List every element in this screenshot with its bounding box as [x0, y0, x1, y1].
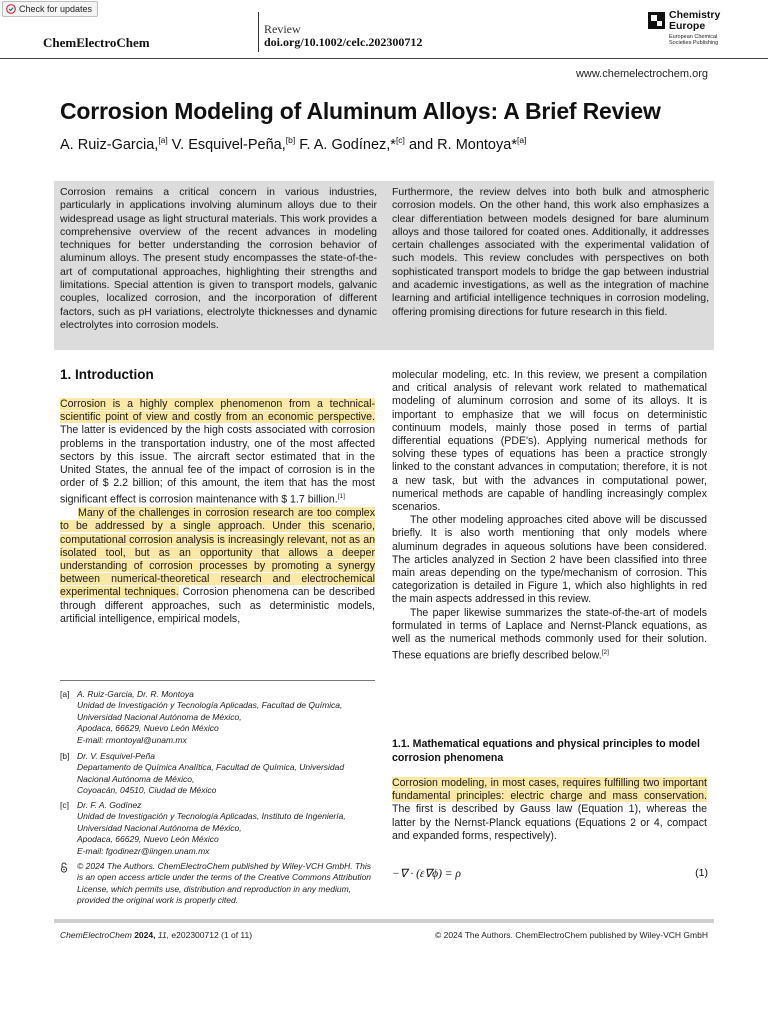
journal-website-link[interactable]: www.chemelectrochem.org — [575, 68, 708, 80]
footer-year: 2024, — [134, 930, 156, 940]
subsection-heading: 1.1. Mathematical equations and physical principles to model corrosion phenomena — [392, 738, 700, 764]
author-name: F. A. Godínez,* — [295, 136, 396, 153]
intro-paragraph-1 — [60, 398, 375, 507]
section-heading-introduction: 1. Introduction — [60, 367, 154, 382]
affiliation-tag: [b] — [60, 751, 70, 761]
publisher-subtitle — [669, 34, 718, 46]
author-affiliation-ref[interactable]: [c] — [395, 135, 405, 145]
check-for-updates-button[interactable] — [2, 1, 98, 17]
reference-link[interactable]: [2] — [601, 649, 609, 657]
reference-link[interactable]: [1] — [337, 493, 345, 501]
body-paragraph: molecular modeling, etc. In this review, we present a compilation and critical analysis of relevant work related to mathematical modeling of aluminum corrosion and some of its alloys. It is important to emphasize that we will focus on deterministic continuum models, mainly those posed in terms of partial differential equations (PDE's). Applying numerical methods for solving these types of equations has been a practice strongly linked to the constant advances in computation; therefore, it is not a new task, but with the advances in computational power, numerical methods are capable of handling increasingly complex scenarios. — [392, 369, 707, 514]
footer-copyright: © 2024 The Authors. ChemElectroChem published by Wiley-VCH GmbH — [434, 930, 708, 940]
affiliations-rule — [60, 680, 375, 681]
article-type: Review — [264, 22, 301, 36]
equation-number: (1) — [695, 867, 708, 879]
footer-journal: ChemElectroChem — [60, 930, 132, 940]
affiliation-line: Dr. F. A. Godínez — [77, 800, 142, 810]
right-body-column-lower — [392, 777, 707, 843]
author-affiliation-ref[interactable]: [a] — [158, 135, 168, 145]
publisher-sub-line: European Chemical — [669, 34, 718, 40]
header-divider — [258, 12, 259, 52]
author-affiliation-ref[interactable]: [b] — [285, 135, 296, 145]
author-affiliation-ref[interactable]: [a] — [516, 135, 527, 145]
footer-volume: 11, — [157, 930, 170, 940]
affiliation-line: Coyoacán, 04510, Ciudad de México — [77, 785, 217, 796]
check-updates-label: Check for updates — [19, 4, 93, 14]
open-access-license — [60, 861, 378, 907]
affiliation-line: Apodaca, 66629, Nuevo León México — [77, 723, 219, 734]
affiliation-tag: [c] — [60, 800, 69, 810]
body-paragraph — [392, 607, 707, 663]
header-rule — [0, 58, 768, 59]
body-paragraph — [392, 777, 707, 843]
paragraph-text: The latter is evidenced by the high costs associated with corrosion problems in the transportation industry, one of the most affected sectors by this issue. The aircraft sector estimated that in the United States, the annual fee of the impact of corrosion is in the order of $ 2.2 billion; of this amount, the item that has the most significant effect is corrosion maintenance with $ 1.7 billion. — [60, 424, 375, 506]
article-title: Corrosion Modeling of Aluminum Alloys: A Brief Review — [60, 98, 661, 124]
affiliation-email[interactable]: E-mail: fgodinezr@iingen.unam.mx — [77, 845, 210, 856]
equation-1: −∇ · (ε∇ϕ) = ρ — [392, 868, 461, 880]
affiliation-line: Unidad de Investigación y Tecnología Aplicadas, Facultad de Química, Universidad Nacional Autónoma de México, — [77, 700, 343, 722]
publisher-name: Chemistry Europe — [669, 9, 721, 32]
footer-rule — [54, 919, 714, 923]
paragraph-text: The first is described by Gauss law (Equation 1), whereas the latter by the Nernst-Planck equations (Equations 2 or 4, compact and expanded forms, respectively). — [392, 803, 707, 842]
author-name: V. Esquivel-Peña, — [167, 136, 286, 153]
footer-article-id: e202300712 (1 of 11) — [171, 930, 253, 940]
author-name: and R. Montoya* — [404, 136, 517, 153]
affiliation-line: Dr. V. Esquivel-Peña — [77, 751, 155, 761]
affiliation-c — [60, 800, 378, 857]
paragraph-text: Corrosion phenomena can be described through different approaches, such as deterministic models, artificial intelligence, empirical models, — [60, 586, 375, 625]
affiliation-line: Departamento de Química Analítica, Facultad de Química, Universidad Nacional Autónoma de México, — [77, 762, 345, 784]
paragraph-text: The paper likewise summarizes the state-of-the-art of models formulated in terms of Laplace and Nernst-Planck equations, as well as the numerical methods commonly used for their solution. These equations are briefly described below. — [392, 606, 707, 662]
check-updates-icon — [6, 4, 16, 14]
doi-link[interactable]: doi.org/10.1002/celc.202300712 — [264, 35, 423, 49]
chemistry-europe-logo-icon — [648, 12, 665, 29]
highlighted-text: Corrosion modeling, in most cases, requires fulfilling two important fundamental principles: electric charge and mass conservation. — [392, 777, 707, 803]
highlighted-text: Many of the challenges in corrosion research are too complex to be addressed by a single approach. Under this scenario, computational corrosion analysis is increasingly relevant, not as an isolated tool, but as an opportunity that allows a deeper understanding of corrosion processes by promoting a synergy between numerical-theoretical research and electrochemical experimental techniques. — [60, 507, 375, 599]
highlighted-text: Corrosion is a highly complex phenomenon from a technical-scientific point of view and costly from an economic perspective. — [60, 398, 375, 424]
right-body-column — [392, 369, 707, 663]
license-text: © 2024 The Authors. ChemElectroChem published by Wiley-VCH GmbH. This is an open access article under the terms of the Creative Commons Attribution License, which permits use, distribution and reproduction in any medium, provided the original work is properly cited. — [77, 861, 372, 906]
affiliation-tag: [a] — [60, 689, 70, 699]
publisher-logo[interactable] — [648, 10, 738, 52]
publisher-sub-line: Societies Publishing — [669, 40, 719, 46]
journal-name: ChemElectroChem — [43, 35, 150, 50]
affiliation-line: A. Ruiz-Garcia, Dr. R. Montoya — [77, 689, 194, 699]
left-body-column — [60, 398, 375, 626]
affiliation-b — [60, 751, 378, 797]
body-paragraph: The other modeling approaches cited above will be discussed briefly. It is also worth mentioning that only models where aluminum degrades in aqueous solutions have been considered. The articles analyzed in Section 2 have been classified into three main areas depending on the type/mechanism of corrosion. This categorization is detailed in Figure 1, which also highlights in red the main aspects addressed in this review. — [392, 514, 707, 606]
intro-paragraph-2 — [60, 507, 375, 626]
abstract-text-left: Corrosion remains a critical concern in various industries, particularly in applications involving aluminum alloys due to their widespread usage as light structural materials. This work provides a comprehensive overview of the recent advances in modeling techniques for better understanding the corrosion behavior of aluminum alloys. The present study encompasses the state-of-the-art of computational approaches, highlighting their strengths and limitations. Special attention is given to transport models, galvanic couples, localized corrosion, and the incorporation of different factors, such as pH variations, electrolyte thicknesses and dynamic electrolytes into corrosion models. — [60, 186, 377, 331]
affiliation-a — [60, 689, 378, 746]
affiliation-email[interactable]: E-mail: rmontoyal@unam.mx — [77, 734, 187, 745]
affiliation-line: Apodaca, 66629, Nuevo León México — [77, 834, 219, 845]
footer-citation — [60, 930, 252, 940]
abstract-text-right: Furthermore, the review delves into both bulk and atmospheric corrosion models. On the other hand, this work also emphasizes a clear differentiation between models designed for bare aluminum alloys and those tailored for coated ones. Additionally, it addresses certain challenges associated with the experimental validation of such models. This review concludes with perspectives on both sophisticated transport models to bridge the gap between industrial and academic investigations, as well as the integration of machine learning and artificial intelligence techniques in corrosion modeling, offering promising directions for future research in this field. — [392, 186, 709, 318]
affiliation-line: Unidad de Investigación y Tecnología Aplicadas, Instituto de Ingeniería, Universidad Nacional Autónoma de México, — [77, 811, 346, 833]
author-list — [60, 135, 526, 153]
open-access-icon — [60, 862, 68, 873]
author-name: A. Ruiz-Garcia, — [60, 136, 159, 153]
